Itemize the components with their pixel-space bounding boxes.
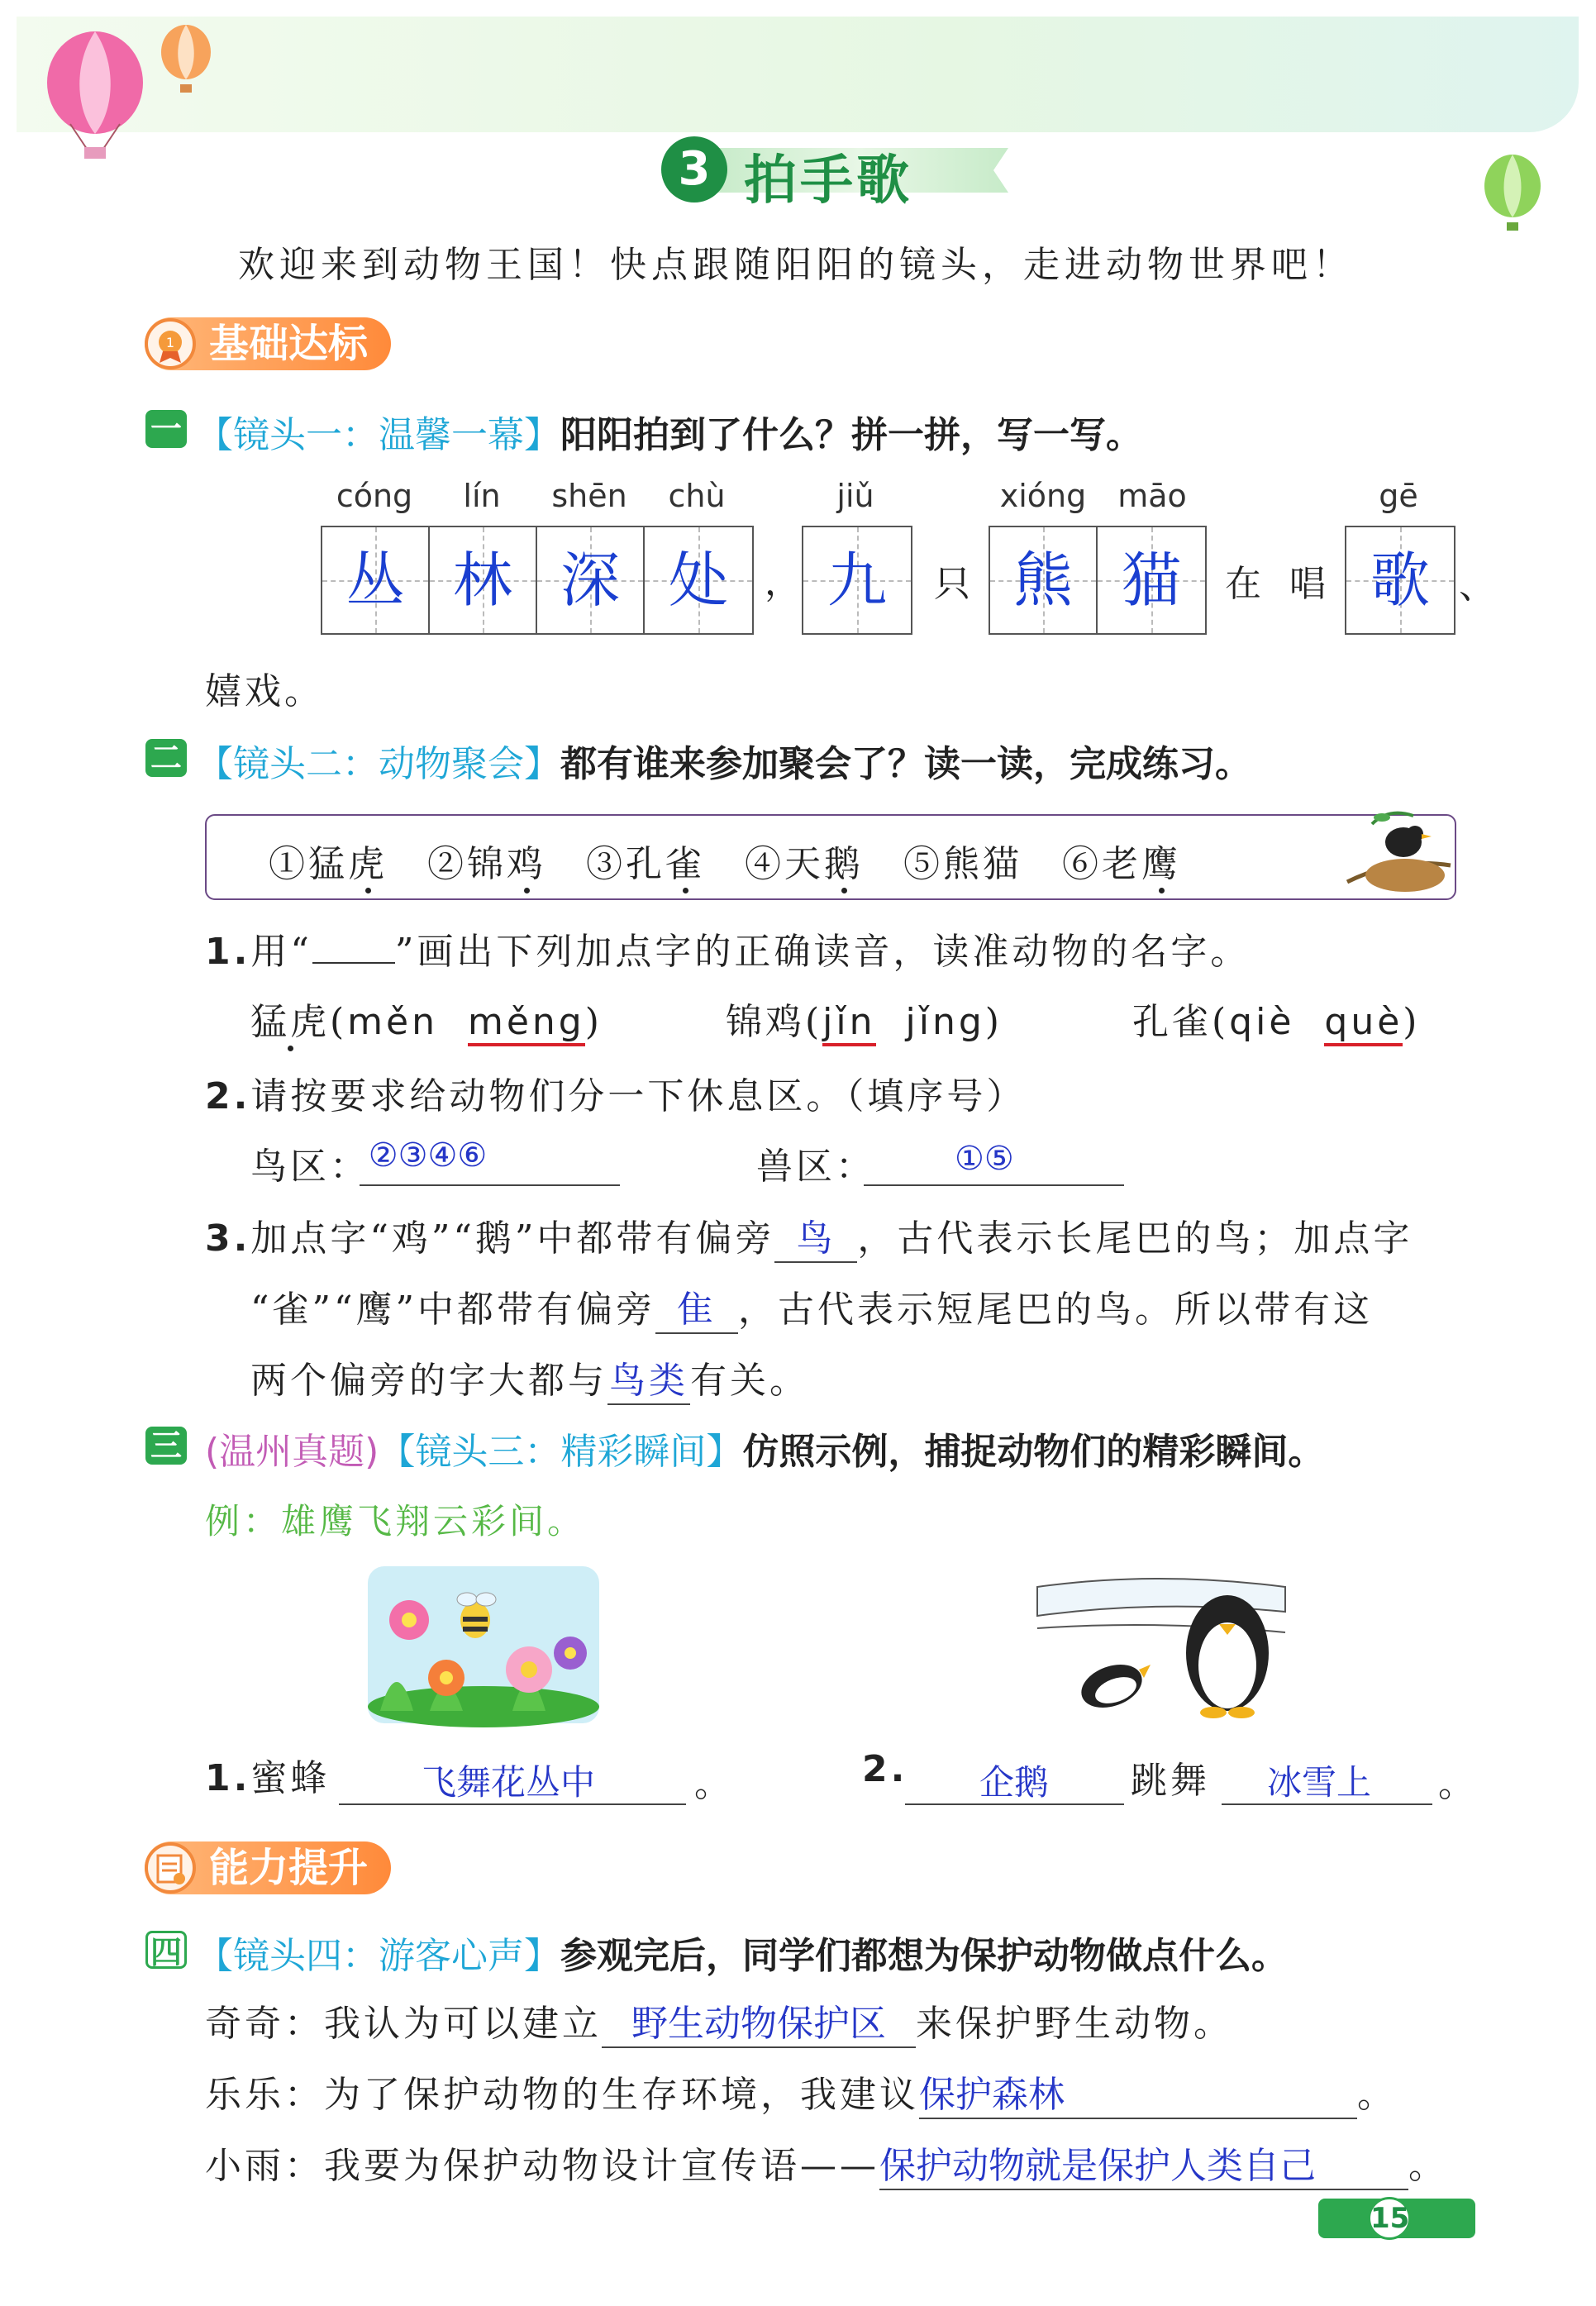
q3-example: 例：雄鹰飞翔云彩间。 [205,1501,586,1541]
paren: ( [1212,1001,1230,1043]
penguins-illustration [1033,1554,1289,1731]
bird-area-label: 鸟区： [250,1146,369,1188]
q1-badge: 一 [145,410,187,448]
section-advanced-label: 能力提升 [145,1841,391,1894]
q3-item1-num: 1. [205,1757,251,1799]
answer-char: 丛 [345,546,405,615]
q1-pinyin-group1 [321,478,750,514]
pinyin: cóng [336,478,413,514]
grid-cell [322,527,430,633]
q1-tag: 【镜头一：温馨一幕】 [197,414,560,456]
text: 加点字“鸡”“鹅”中都带有偏旁 [250,1217,775,1260]
answer-char: 深 [560,546,620,615]
text: 有关。 [690,1360,809,1402]
pinyin-option-selected[interactable]: jǐn [822,1001,875,1046]
text-between: 在 唱 [1225,563,1334,605]
answer-char: 处 [668,546,728,615]
section-advanced [145,1841,391,1894]
paren: ( [330,1001,348,1043]
grid-cell [430,527,537,633]
grid-cell [1098,527,1205,633]
option-item-3 [1132,992,1420,1045]
text: ，古代表示长尾巴的鸟；加点字 [857,1217,1413,1260]
q3-tag: 【镜头三：精彩瞬间】 [379,1431,743,1473]
balloon-icon [41,29,149,164]
grid-cell [537,527,645,633]
q2-sub2 [205,1066,1026,1119]
text: 。 [1357,2074,1397,2116]
paren: ( [805,1001,823,1043]
q3-item2-verb: 跳舞 [1131,1760,1210,1802]
q2-prompt: 都有谁来参加聚会了？读一读，完成练习。 [560,743,1251,785]
q4-line2-field[interactable] [919,2065,1357,2119]
text: 小雨：我要为保护动物设计宣传语—— [205,2145,879,2187]
bird-area-field[interactable] [360,1136,620,1186]
text: 来保护野生动物。 [916,2003,1233,2045]
q4-tag: 【镜头四：游客心声】 [197,1935,560,1977]
paren: ) [984,1001,1003,1043]
q3-item2-field-2[interactable] [1222,1751,1432,1805]
pinyin-option: měn [347,1001,438,1043]
category-field[interactable] [607,1351,690,1405]
animal-list [269,834,1181,887]
q3-item1 [205,1748,330,1801]
q4-line3 [205,2136,1448,2190]
radical-field-1[interactable] [774,1208,857,1263]
q2-sub2-text: 请按要求给动物们分一下休息区。（填序号） [250,1075,1027,1117]
q2-sub3-line1 [205,1208,1413,1263]
medal-icon [145,318,196,369]
q3-item2-field-1[interactable] [905,1751,1124,1805]
q3-source: (温州真题) [205,1431,379,1473]
q1-grid-group3 [989,526,1207,635]
option-item-1 [250,992,603,1045]
answer: 隹 [676,1289,717,1331]
q2-title [197,734,1251,787]
q2-sub3-num: 3. [205,1217,251,1260]
q1-title [197,405,1142,458]
text: “雀”“鹰”中都带有偏旁 [250,1289,655,1331]
blank-line [312,962,395,964]
paren: ) [1403,1001,1421,1043]
pinyin-option: jǐng [905,1001,985,1043]
animal-item: ②锦鸡 [427,843,546,885]
q4-line1 [205,1994,1233,2048]
bird-area-answer: ②③④⑥ [368,1136,488,1174]
pinyin: chù [668,478,726,514]
beast-area-label: 兽区： [756,1146,875,1188]
q3-title [205,1422,1324,1475]
q4-title [197,1926,1288,1979]
answer: 鸟类 [609,1360,688,1402]
lesson-title: 拍手歌 [744,150,912,212]
lesson-title-block [661,136,1017,212]
certificate-icon [145,1842,196,1894]
text: ，古代表示短尾巴的鸟。所以带有这 [737,1289,1373,1331]
section-basic [145,317,391,370]
option-word: 孔雀 [1132,1001,1212,1043]
pinyin: gē [1379,478,1418,514]
q3-item2-num [862,1748,908,1790]
lesson-number: 3 [661,136,727,202]
intro-text: 欢迎来到动物王国！快点跟随阳阳的镜头，走进动物世界吧！ [238,244,1354,286]
q4-badge: 四 [145,1931,187,1969]
q1-grid-group1 [321,526,754,635]
pinyin: shēn [551,478,627,514]
text-between: 只 [934,563,970,605]
answer: 保护森林 [919,2074,1065,2116]
answer: 鸟 [796,1217,836,1260]
animal-item: ③孔雀 [586,843,705,885]
paren: ) [584,1001,603,1043]
q3-item2-answer-2: 冰雪上 [1267,1762,1372,1803]
q2-sub1-text-b: ”画出下列加点字的正确读音，读准动物的名字。 [394,931,1251,973]
num: 2. [862,1748,908,1790]
grid-cell [1346,527,1454,633]
option-word: 锦鸡 [726,1001,805,1043]
q2-sub1-text-a: 用“ [250,931,312,973]
section-basic-label: 基础达标 [145,317,391,370]
q1-prompt: 阳阳拍到了什么？拼一拼，写一写。 [560,414,1142,456]
bird-nest-icon [1339,799,1455,900]
pinyin: xióng [999,478,1087,514]
punctuation: ， [765,561,801,603]
q2-sub3-line3 [250,1351,809,1405]
q3-prompt: 仿照示例，捕捉动物们的精彩瞬间。 [742,1431,1325,1473]
q4-prompt: 参观完后，同学们都想为保护动物做点什么。 [560,1935,1288,1977]
pinyin: jiǔ [836,478,874,514]
q2-sub1 [205,922,1250,974]
beast-area-field[interactable] [864,1136,1124,1186]
animal-item: ⑤熊猫 [903,843,1022,885]
svg-text:1: 1 [165,335,175,350]
q3-item2-answer-1: 企鹅 [979,1762,1050,1803]
q2-sub1-num: 1. [205,931,251,973]
q4-line3-field[interactable] [879,2136,1408,2190]
radical-field-2[interactable] [655,1279,738,1334]
animal-item: ①猛虎 [269,843,388,885]
q2-badge: 二 [145,739,187,777]
animal-list-box [205,814,1456,900]
q3-item1-field[interactable] [339,1751,686,1805]
q3-item1-answer: 飞舞花丛中 [422,1762,596,1803]
option-item-2 [726,992,1003,1045]
q1-grid-group4 [1345,526,1455,635]
header-band [17,17,1579,132]
q2-sub2-num: 2. [205,1075,251,1117]
pinyin: lín [463,478,501,514]
answer-char: 九 [827,546,887,615]
page-number: 15 [1368,2197,1411,2240]
option-word: 猛虎 [250,1001,330,1043]
answer: 野生动物保护区 [631,2003,886,2045]
beast-area-answer: ①⑤ [955,1140,1014,1178]
text: 。 [1408,2145,1448,2187]
text: 奇奇：我认为可以建立 [205,2003,602,2045]
answer-char: 歌 [1370,546,1430,615]
grid-cell [803,527,911,633]
pinyin-option: qiè [1229,1001,1295,1043]
q1-tail: 嬉戏。 [205,670,324,712]
punctuation: 、 [1459,565,1495,607]
grid-cell [645,527,752,633]
answer-char: 猫 [1121,546,1181,615]
q3-item1-subject: 蜜蜂 [250,1757,331,1799]
pinyin-option-selected[interactable]: měng [468,1001,585,1046]
answer-char: 林 [452,546,512,615]
q4-line2 [205,2065,1397,2119]
pinyin-option-selected[interactable]: què [1324,1001,1403,1046]
balloon-icon [157,23,215,101]
answer: 保护动物就是保护人类自己 [879,2145,1316,2187]
q2-tag: 【镜头二：动物聚会】 [197,743,560,785]
punctuation: 。 [694,1763,734,1805]
answer-char: 熊 [1012,546,1073,615]
balloon-icon [1479,153,1546,239]
grid-cell [990,527,1098,633]
q1-pinyin-group3 [989,478,1207,514]
q3-badge: 三 [145,1427,187,1465]
q4-line1-field[interactable] [602,1994,916,2048]
animal-item: ⑥老鹰 [1062,843,1181,885]
q2-sub3-line2 [250,1279,1373,1334]
animal-item: ④天鹅 [745,843,864,885]
text: 乐乐：为了保护动物的生存环境，我建议 [205,2074,919,2116]
pinyin: māo [1117,478,1187,514]
bee-flowers-illustration [364,1562,603,1731]
punctuation: 。 [1438,1763,1478,1805]
text: 两个偏旁的字大都与 [250,1360,607,1402]
q1-grid-group2 [802,526,912,635]
